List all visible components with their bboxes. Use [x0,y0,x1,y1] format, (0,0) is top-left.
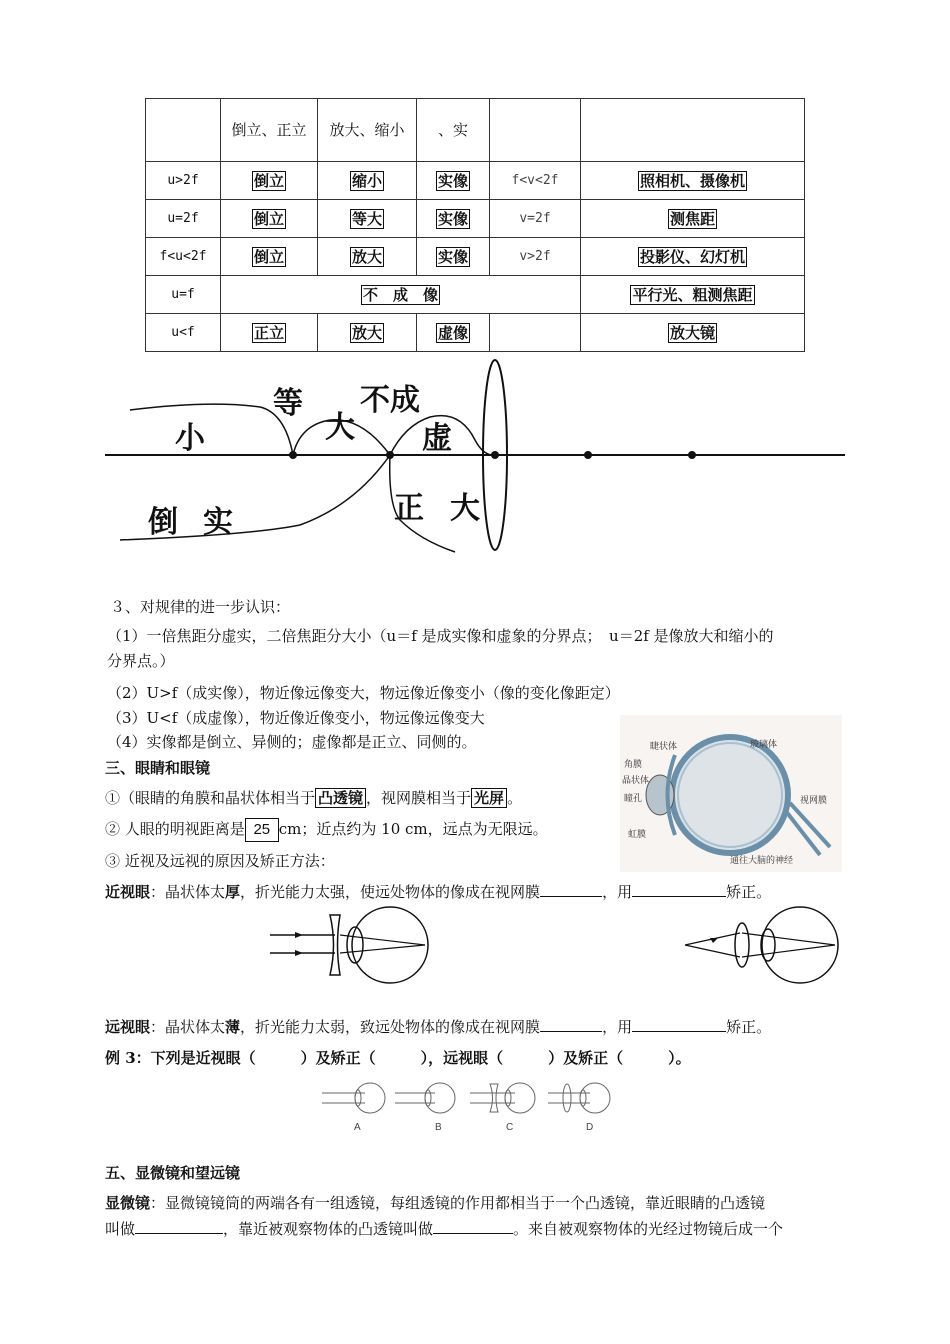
answer-convex-lens: 凸透镜 [315,788,366,808]
header-cell [146,99,221,162]
mnemonic-equal: 等 [273,386,303,421]
objective-blank[interactable] [433,1219,513,1234]
header-cell: 放大、缩小 [318,99,417,162]
label-pupil: 瞳孔 [624,794,643,804]
example3-option-diagrams [320,1078,620,1118]
application-answer: 平行光、粗测焦距 [632,286,753,304]
image-distance-cell: v>2f [490,238,581,276]
eye-line-2: ② 人眼的明视距离是 25 cm；近点约为 10 cm，远点为无限远。 [105,818,548,842]
application-answer: 测焦距 [669,210,715,228]
label-cornea: 角膜 [624,760,643,770]
label-vitreous: 玻璃体 [750,740,778,750]
eye-section-title: 三、眼睛和眼镜 [105,759,211,777]
label-ciliary: 睫状体 [650,742,678,752]
option-label-d: D [586,1122,594,1133]
eye-anatomy-figure [620,715,842,872]
orientation-answer: 正立 [253,324,284,342]
mnemonic-real: 实 [203,505,233,540]
orientation-answer: 倒立 [253,172,284,190]
eye-line-3: ③ 近视及远视的原因及矫正方法： [105,852,335,870]
hyperopia-correction-diagram [680,905,845,985]
condition-cell: f<u<2f [146,238,221,276]
myopia-line: 近视眼：晶状体太厚，折光能力太强，使远处物体的像成在视网膜 ，用 矫正。 [105,883,772,901]
mnemonic-virtual: 虚 [422,421,452,456]
myopia-correction-diagram [265,905,435,985]
label-lens: 晶状体 [622,776,650,786]
condition-cell: u>2f [146,162,221,200]
hyperopia-blank-1[interactable] [540,1017,602,1032]
rule-4: （4）实像都是倒立、异侧的；虚像都是正立、同侧的。 [107,733,477,751]
option-label-a: A [354,1122,361,1133]
image-distance-cell: v=2f [490,200,581,238]
option-label-b: B [435,1122,442,1133]
size-answer: 放大 [351,324,382,342]
rule-1-line-1: （1）一倍焦距分虚实，二倍焦距分大小（u＝f 是成实像和虚象的分界点； u＝2f 是像放大和缩小的 [107,627,774,645]
hyperopia-line: 远视眼：晶状体太薄，折光能力太弱，致远处物体的像成在视网膜 ，用 矫正。 [105,1018,772,1036]
header-cell [490,99,581,162]
point-f-right [584,451,592,459]
option-c-diagram [470,1083,535,1113]
point-f-left [386,451,394,459]
size-answer: 放大 [351,248,382,266]
mnemonic-big-2: 大 [450,491,480,526]
table-row [146,238,805,276]
table-row [146,314,805,352]
option-b-diagram [395,1083,455,1113]
no-image-answer: 不 成 像 [362,286,438,304]
header-cell: 、实 [417,99,490,162]
application-answer: 投影仪、幻灯机 [639,248,745,266]
rule-3: （3）U<f（成虚像），物近像近像变小，物远像远像变大 [107,709,485,727]
section3-title: ３、对规律的进一步认识： [110,598,291,616]
condition-cell: u=2f [146,200,221,238]
table-header-row [146,99,805,162]
image-distance-cell [490,314,581,352]
orientation-answer: 倒立 [253,210,284,228]
image-type-answer: 实像 [437,172,468,190]
point-2f-right [688,451,696,459]
image-type-answer: 实像 [437,210,468,228]
microscope-line-1: 显微镜：显微镜镜筒的两端各有一组透镜，每组透镜的作用都相当于一个凸透镜，靠近眼睛的凸透镜 [105,1194,766,1212]
application-answer: 放大镜 [669,324,715,342]
label-optic-nerve: 通往大脑的神经 [730,856,794,866]
image-type-answer: 虚像 [437,324,468,342]
header-cell: 倒立、正立 [221,99,318,162]
label-retina: 视网膜 [800,796,828,806]
eye-line-1: ①（眼睛的角膜和晶状体相当于 凸透镜 ，视网膜相当于 光屏 。 [105,789,523,807]
optical-center [491,451,499,459]
size-answer: 缩小 [351,172,382,190]
condition-cell: u<f [146,314,221,352]
microscope-line-2: 叫做 ，靠近被观察物体的凸透镜叫做 。来自被观察物体的光经过物镜后成一个 [105,1220,784,1238]
image-type-answer: 实像 [437,248,468,266]
answer-screen: 光屏 [471,788,507,808]
table-row [146,276,805,314]
option-a-diagram [322,1083,385,1113]
condition-cell: u=f [146,276,221,314]
mnemonic-inverted: 倒 [148,505,178,540]
header-cell [581,99,805,162]
option-label-c: C [506,1122,514,1133]
example3-question: 例 3：下列是近视眼（ ）及矫正（ ），远视眼（ ）及矫正（ ）。 [105,1049,691,1067]
mnemonic-big: 大 [325,410,355,445]
answer-25: 25 [245,818,279,842]
option-d-diagram [548,1083,610,1113]
label-iris: 虹膜 [628,830,647,840]
eyepiece-blank[interactable] [135,1219,223,1234]
hyperopia-blank-2[interactable] [632,1017,726,1032]
lens-imaging-table [145,98,805,352]
curve-small [130,404,293,455]
rule-2: （2）U>f（成实像），物近像远像变大，物远像近像变小（像的变化像距定） [107,684,620,702]
myopia-blank-1[interactable] [540,882,602,897]
section5-title: 五、显微镜和望远镜 [105,1164,241,1182]
mnemonic-upright: 正 [394,491,424,526]
table-row [146,162,805,200]
table-row [146,200,805,238]
size-answer: 等大 [351,210,382,228]
point-2f-left [289,451,297,459]
image-distance-cell: f<v<2f [490,162,581,200]
orientation-answer: 倒立 [253,248,284,266]
mnemonic-small: 小 [175,421,205,456]
myopia-blank-2[interactable] [632,882,726,897]
application-answer: 照相机、摄像机 [639,172,745,190]
mnemonic-no-image: 不成 [360,383,420,418]
rule-1-line-2: 分界点。） [107,652,175,670]
